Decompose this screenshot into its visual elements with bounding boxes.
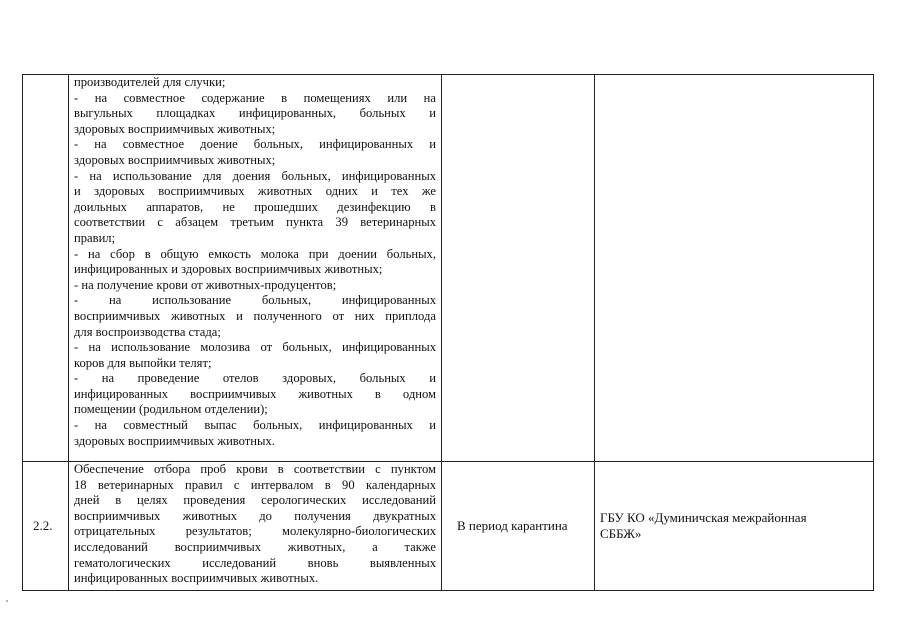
text-line: и здоровых восприимчивых животных одних и тех же	[74, 184, 436, 199]
text-line: - на совместное содержание в помещениях или на	[74, 90, 436, 105]
text-line: восприимчивых животных и полученного от них приплода	[74, 308, 436, 323]
text-line: - на использование для доения больных, инфицированных	[74, 168, 436, 183]
row1-measure-text	[74, 75, 436, 449]
text-line: отрицательных результатов; молекулярно-биологических	[74, 524, 436, 539]
text-line: - на совместное доение больных, инфицированных и	[74, 137, 436, 152]
text-line: инфицированных и здоровых восприимчивых животных;	[74, 262, 383, 277]
table-right-border	[873, 74, 874, 591]
text-line: инфицированных восприимчивых животных.	[74, 571, 319, 586]
text-line: правил;	[74, 230, 116, 245]
text-line: здоровых восприимчивых животных.	[74, 433, 275, 448]
text-line: 18 ветеринарных правил с интервалом в 90 календарных	[74, 477, 436, 492]
text-line: - на проведение отелов здоровых, больных и	[74, 371, 436, 386]
text-line: - на получение крови от животных-продуцентов;	[74, 277, 337, 292]
text-line: восприимчивых животных до получения двукратных	[74, 508, 436, 523]
text-line: соответствии с абзацем третьим пункта 39 ветеринарных	[74, 215, 436, 230]
text-line: выгульных площадках инфицированных, больных и	[74, 106, 436, 121]
text-line: здоровых восприимчивых животных;	[74, 152, 276, 167]
text-line: исследований восприимчивых животных, а также	[74, 539, 436, 554]
text-line: гематологических исследований вновь выявленных	[74, 555, 436, 570]
text-line: - на использование молозива от больных, инфицированных	[74, 340, 436, 355]
column-divider-measure	[441, 74, 442, 591]
text-line: доильных аппаратов, не прошедших дезинфекцию в	[74, 199, 436, 214]
row2-measure-text	[74, 462, 436, 587]
text-line: - на совместный выпас больных, инфицированных и	[74, 418, 436, 433]
text-line: коров для выпойки телят;	[74, 355, 212, 370]
text-line: - на сбор в общую емкость молока при доении больных,	[74, 246, 436, 261]
column-divider-number	[68, 74, 69, 591]
text-line: помещении (родильном отделении);	[74, 402, 268, 417]
text-line: производителей для случки;	[74, 75, 226, 89]
row2-number: 2.2.	[33, 518, 53, 533]
table-left-border	[22, 74, 23, 591]
text-line: дней в целях проведения серологических исследований	[74, 493, 436, 508]
text-line: - на использование больных, инфицированных	[74, 293, 436, 308]
row2-executor-line1: ГБУ КО «Думиничская межрайонная	[600, 510, 807, 525]
scan-speck	[6, 600, 8, 602]
row2-executor	[600, 510, 850, 542]
text-line: здоровых восприимчивых животных;	[74, 121, 276, 136]
text-line: инфицированных восприимчивых животных в одном	[74, 386, 436, 401]
text-line: Обеспечение отбора проб крови в соответствии с пунктом	[74, 462, 436, 476]
column-divider-period	[594, 74, 595, 591]
row2-executor-line2: СББЖ»	[600, 526, 642, 541]
row2-period: В период карантина	[457, 518, 568, 533]
text-line: для воспроизводства стада;	[74, 324, 221, 339]
table-bottom-border	[22, 590, 873, 591]
